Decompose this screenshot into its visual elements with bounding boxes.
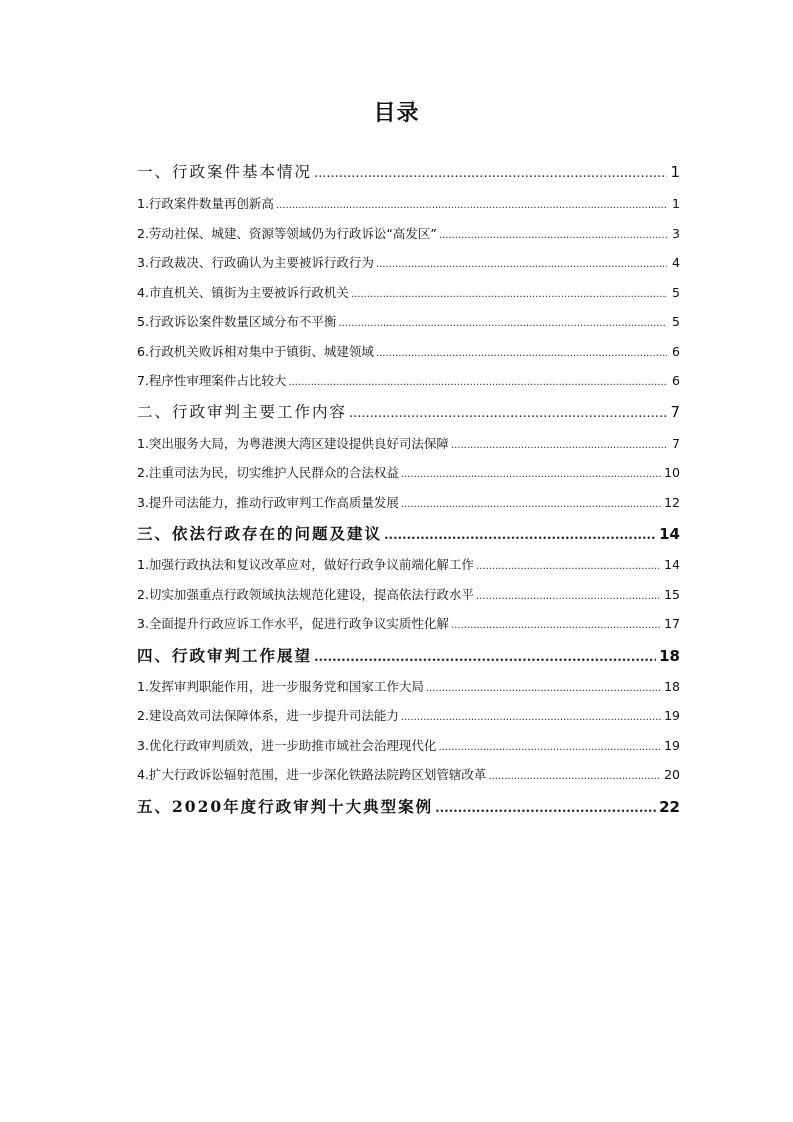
toc-page-number: 22 — [659, 797, 680, 816]
toc-page-number: 7 — [670, 402, 680, 421]
toc-entry-label: 2.劳动社保、城建、资源等领域仍为行政诉讼“高发区” — [137, 225, 437, 241]
toc-page-number: 12 — [664, 494, 680, 510]
page-title: 目录 — [373, 101, 420, 126]
toc-entry-label: 2.切实加强重点行政领域执法规范化建设，提高依法行政水平 — [137, 586, 474, 602]
toc-entry-label: 5.行政诉讼案件数量区域分布不平衡 — [137, 314, 337, 329]
dot-leader — [439, 221, 667, 249]
dot-leader — [384, 519, 656, 550]
toc-page-number: 17 — [664, 616, 680, 631]
toc-section-2[interactable] — [137, 396, 680, 429]
dot-leader — [351, 280, 667, 308]
toc-subsection-1-7[interactable] — [137, 366, 680, 396]
toc-page-number: 3 — [672, 225, 680, 241]
toc-entry-label: 4.扩大行政诉讼辐射范围，进一步深化铁路法院跨区划管辖改革 — [137, 767, 487, 782]
dot-leader — [438, 733, 661, 761]
toc-subsection-4-1[interactable] — [137, 672, 680, 702]
dot-leader — [376, 339, 667, 367]
toc-page-number: 19 — [664, 737, 680, 753]
dot-leader — [288, 368, 667, 396]
toc-subsection-1-6[interactable] — [137, 337, 680, 367]
toc-entry-label: 2.建设高效司法保障体系，进一步提升司法能力 — [137, 708, 399, 723]
toc-page-number: 19 — [664, 708, 680, 723]
toc-page-number: 5 — [672, 314, 680, 329]
toc-page-number: 14 — [664, 557, 680, 572]
toc-entry-label: 3.行政裁决、行政确认为主要被诉行政行为 — [137, 255, 374, 270]
table-of-contents — [137, 156, 680, 823]
dot-leader — [435, 792, 656, 823]
toc-subsection-3-2[interactable] — [137, 580, 680, 610]
toc-subsection-2-3[interactable] — [137, 488, 680, 518]
toc-page-number: 15 — [664, 586, 680, 602]
toc-page-number: 7 — [672, 435, 680, 451]
toc-entry-label: 3.全面提升行政应诉工作水平，促进行政争议实质性化解 — [137, 616, 449, 631]
toc-entry-label: 4.市直机关、镇街为主要被诉行政机关 — [137, 284, 349, 300]
toc-entry-label: 6.行政机关败诉相对集中于镇街、城建领域 — [137, 343, 374, 359]
toc-entry-label: 1.突出服务大局，为粤港澳大湾区建设提供良好司法保障 — [137, 435, 449, 451]
toc-entry-label: 3.提升司法能力，推动行政审判工作高质量发展 — [137, 494, 399, 510]
toc-entry-label: 一、行政案件基本情况 — [137, 163, 313, 181]
dot-leader — [401, 460, 661, 488]
toc-page-number: 20 — [664, 767, 680, 782]
dot-leader — [338, 309, 667, 337]
toc-entry-label: 三、依法行政存在的问题及建议 — [137, 524, 383, 543]
toc-page-number: 1 — [672, 196, 680, 211]
toc-entry-label: 二、行政审判主要工作内容 — [137, 402, 348, 421]
toc-section-4[interactable] — [137, 639, 680, 672]
dot-leader — [314, 157, 667, 189]
dot-leader — [401, 490, 661, 518]
toc-entry-label: 1.发挥审判职能作用，进一步服务党和国家工作大局 — [137, 678, 424, 694]
toc-page-number: 1 — [670, 163, 680, 181]
toc-subsection-4-3[interactable] — [137, 731, 680, 761]
dot-leader — [476, 552, 661, 580]
toc-subsection-1-5[interactable] — [137, 307, 680, 337]
dot-leader — [376, 250, 667, 278]
toc-subsection-2-1[interactable] — [137, 429, 680, 459]
dot-leader — [451, 431, 667, 459]
toc-subsection-4-2[interactable] — [137, 701, 680, 731]
toc-entry-label: 1.加强行政执法和复议改革应对，做好行政争议前端化解工作 — [137, 557, 474, 572]
dot-leader — [349, 397, 667, 429]
toc-page-number: 4 — [672, 255, 680, 270]
dot-leader — [401, 703, 661, 731]
toc-page-number: 10 — [664, 465, 680, 480]
toc-entry-label: 五、2020年度行政审判十大典型案例 — [137, 796, 434, 816]
toc-subsection-2-2[interactable] — [137, 458, 680, 488]
toc-subsection-1-3[interactable] — [137, 248, 680, 278]
toc-section-1[interactable] — [137, 156, 680, 189]
dot-leader — [276, 191, 667, 219]
toc-subsection-1-2[interactable] — [137, 219, 680, 249]
toc-subsection-1-1[interactable] — [137, 189, 680, 219]
dot-leader — [476, 582, 661, 610]
dot-leader — [488, 762, 661, 790]
dot-leader — [314, 641, 656, 672]
dot-leader — [426, 674, 661, 702]
toc-subsection-4-4[interactable] — [137, 760, 680, 790]
toc-entry-label: 四、行政审判工作展望 — [137, 645, 313, 665]
toc-page-number: 6 — [672, 373, 680, 388]
toc-section-5[interactable] — [137, 790, 680, 823]
toc-subsection-1-4[interactable] — [137, 278, 680, 308]
toc-page-number: 5 — [672, 284, 680, 300]
toc-entry-label: 7.程序性审理案件占比较大 — [137, 373, 287, 388]
toc-subsection-3-1[interactable] — [137, 550, 680, 580]
toc-subsection-3-3[interactable] — [137, 609, 680, 639]
toc-entry-label: 3.优化行政审判质效，进一步助推市域社会治理现代化 — [137, 737, 437, 753]
dot-leader — [451, 611, 661, 639]
toc-page-number: 14 — [659, 525, 680, 543]
toc-entry-label: 2.注重司法为民，切实维护人民群众的合法权益 — [137, 465, 399, 480]
toc-section-3[interactable] — [137, 517, 680, 550]
toc-page-number: 6 — [672, 343, 680, 359]
toc-page-number: 18 — [659, 646, 680, 665]
toc-entry-label: 1.行政案件数量再创新高 — [137, 196, 274, 211]
toc-page-number: 18 — [664, 678, 680, 694]
